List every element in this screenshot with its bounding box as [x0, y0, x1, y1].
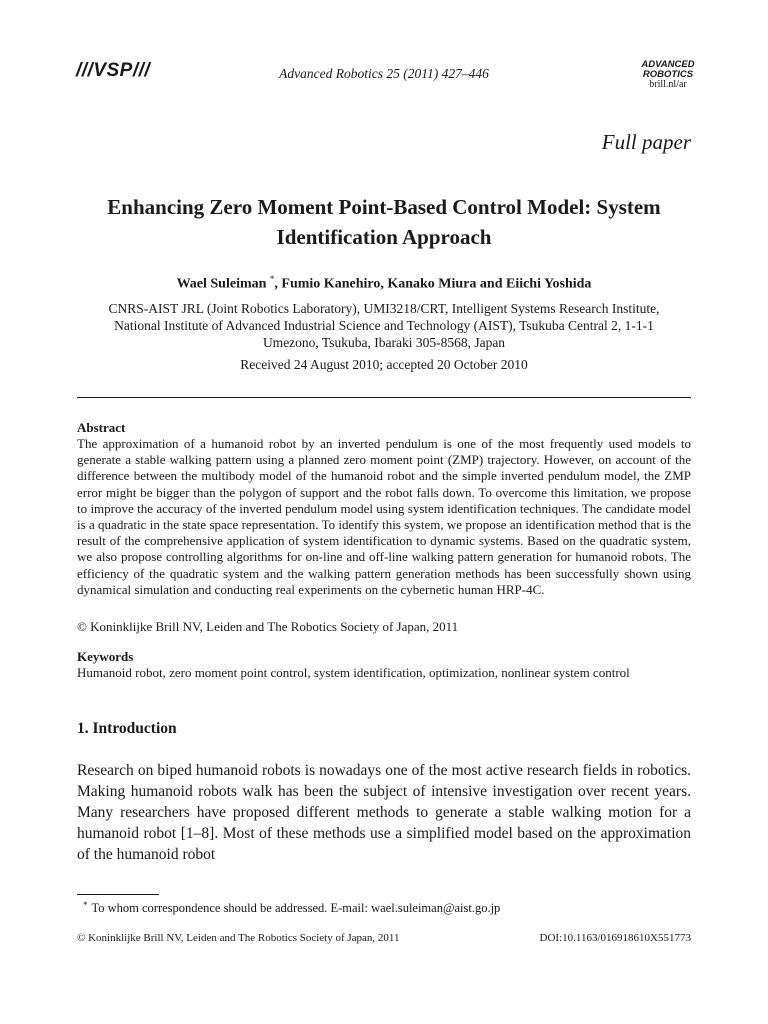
paper-type: Full paper: [601, 130, 691, 154]
journal-reference: Advanced Robotics 25 (2011) 427–446: [279, 66, 489, 81]
footer-doi: DOI:10.1163/016918610X551773: [539, 932, 691, 944]
keywords-label: Keywords: [77, 649, 134, 664]
received-dates: Received 24 August 2010; accepted 20 October 2010: [240, 357, 528, 372]
publisher-logo: ///VSP///: [76, 60, 151, 81]
footnote-text: To whom correspondence should be addressed. E-mail: wael.suleiman@aist.go.jp: [91, 901, 501, 915]
footnote-divider: [77, 894, 159, 895]
author-list: [0, 274, 768, 293]
footnote: [77, 900, 500, 916]
introduction-body: Research on biped humanoid robots is nowadays one of the most active research fields in robotics. Making humanoid robots walk has been the subject of intensive investigation over recent years. Many researchers have proposed different methods to generate a stable walking motion for a humanoid robot [1–8]. Most of these methods use a simplified model based on the approximation of the humanoid robot: [77, 762, 691, 863]
journal-logo-line2: ROBOTICS: [642, 69, 694, 80]
journal-logo-line1: ADVANCED: [641, 59, 695, 70]
section-heading-introduction: 1. Introduction: [77, 720, 177, 737]
correspondence-mark: *: [269, 274, 275, 284]
abstract-label: Abstract: [77, 420, 126, 435]
abstract-text: The approximation of a humanoid robot by an inverted pendulum is one of the most frequently used models to generate a stable walking pattern using a planned zero moment point (ZMP) trajectory. However, on account of the difference between the multibody model of the humanoid robot and the simple inverted pendulum model, the ZMP error might be bigger than the polygon of support and the robot falls down. To overcome this limitation, we propose to improve the accuracy of the inverted pendulum model using system identification techniques. The candidate model is a quadratic in the state space representation. To identify this system, we propose an identification method that is the result of the comprehensive application of system identification to dynamic systems. Based on the quadratic system, we also propose controlling algorithms for on-line and off-line walking pattern generation for humanoid robots. The efficiency of the quadratic system and the walking pattern generation methods has been successfully shown using dynamical simulation and conducting real experiments on the cybernetic human HRP-4C.: [77, 436, 691, 597]
abstract-copyright: © Koninklijke Brill NV, Leiden and The Robotics Society of Japan, 2011: [77, 619, 459, 634]
co-authors: , Fumio Kanehiro, Kanako Miura and Eiichi Yoshida: [274, 276, 592, 292]
paper-title: Enhancing Zero Moment Point-Based Control Model: System Identification Approach: [107, 195, 661, 249]
keywords-text: Humanoid robot, zero moment point control, system identification, optimization, nonlinear system control: [77, 665, 630, 680]
affiliation: CNRS-AIST JRL (Joint Robotics Laboratory), UMI3218/CRT, Intelligent Systems Research Institute, National Institute of Advanced Industrial Science and Technology (AIST), Tsukuba Central 2, 1-1-1 Umezono, Tsukuba, Ibaraki 305-8568, Japan: [108, 301, 660, 350]
journal-url: brill.nl/ar: [649, 79, 687, 90]
footnote-mark: *: [83, 900, 88, 910]
footer-copyright: © Koninklijke Brill NV, Leiden and The Robotics Society of Japan, 2011: [77, 932, 400, 944]
header-divider: [77, 397, 691, 398]
first-author: Wael Suleiman: [176, 276, 267, 292]
journal-logo: [620, 60, 716, 90]
